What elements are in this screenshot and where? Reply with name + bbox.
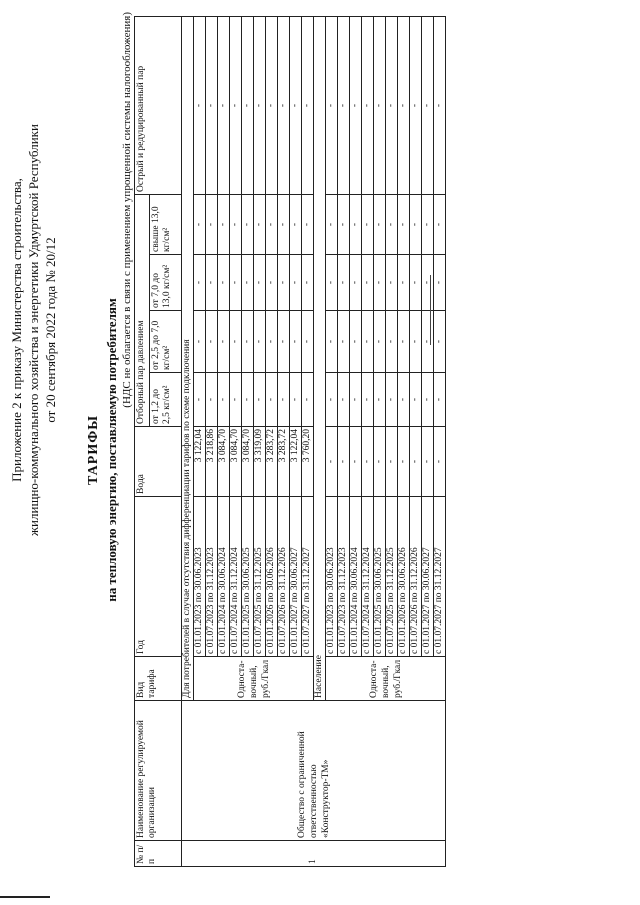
steam-value: - [386,373,398,427]
steam-value: - [362,255,374,311]
period-cell: с 01.07.2026 по 31.12.2026 [410,497,422,657]
appendix-header [8,10,59,650]
water-value: 3 084,70 [218,427,230,497]
steam-value: - [302,373,314,427]
tariff-type: Односта-вочный, руб./Гкал [326,657,446,701]
steam-value: - [422,311,434,373]
period-cell: с 01.01.2027 по 30.06.2027 [422,497,434,657]
steam-value: - [374,255,386,311]
header-num: № п/п [135,841,182,867]
tariff-type: Односта-вочный, руб./Гкал [194,657,314,701]
water-value: 3 319,09 [254,427,266,497]
steam-value: - [242,194,254,254]
period-cell: с 01.07.2027 по 31.12.2027 [302,497,314,657]
steam-value: - [338,194,350,254]
steam-value: - [326,373,338,427]
period-cell: с 01.07.2025 по 31.12.2025 [254,497,266,657]
steam-value: - [206,255,218,311]
period-cell: с 01.07.2024 по 31.12.2024 [362,497,374,657]
steam-value: - [386,194,398,254]
steam-value: - [266,373,278,427]
water-value: - [326,427,338,497]
steam-value: - [194,255,206,311]
period-cell: с 01.01.2023 по 30.06.2023 [194,497,206,657]
steam-value: - [386,311,398,373]
steam-value: - [194,194,206,254]
steam-value: - [374,194,386,254]
steam-value: - [410,255,422,311]
steam-value: - [326,194,338,254]
steam-value: - [422,373,434,427]
steam-value: - [362,373,374,427]
water-value: 3 218,86 [206,427,218,497]
water-value: 3 084,70 [242,427,254,497]
steam-value: - [326,311,338,373]
steam-value: - [230,311,242,373]
period-cell: с 01.07.2023 по 31.12.2023 [206,497,218,657]
steam-value: - [206,16,218,194]
steam-value: - [230,373,242,427]
steam-value: - [230,194,242,254]
steam-value: - [422,194,434,254]
steam-value: - [206,373,218,427]
section-label: Для потребителей в случае отсутствия дифференциации тарифов по схеме подключения [182,16,194,700]
steam-value: - [410,311,422,373]
header-org: Наименование регулируемой организации [135,701,182,841]
steam-value: - [242,16,254,194]
steam-value: - [434,373,446,427]
steam-value: - [434,16,446,194]
steam-value: - [338,255,350,311]
steam-value: - [290,255,302,311]
steam-value: - [254,373,266,427]
steam-value: - [290,373,302,427]
steam-value: - [338,311,350,373]
steam-value: - [398,373,410,427]
appendix-line-2: жилищно-коммунального хозяйства и энергетики Удмуртской Республики [26,124,41,536]
water-value: - [362,427,374,497]
steam-value: - [290,311,302,373]
steam-value: - [398,255,410,311]
header-tariff-type: Вид тарифа [135,657,182,701]
steam-value: - [398,16,410,194]
steam-value: - [266,255,278,311]
steam-value: - [230,16,242,194]
period-cell: с 01.01.2027 по 30.06.2027 [290,497,302,657]
table-body [182,16,446,866]
steam-value: - [350,255,362,311]
steam-value: - [266,194,278,254]
steam-value: - [254,255,266,311]
steam-value: - [398,311,410,373]
steam-value: - [254,194,266,254]
steam-value: - [302,194,314,254]
steam-value: - [194,373,206,427]
water-value: - [338,427,350,497]
section-row [182,16,194,866]
tariff-table [134,16,446,867]
steam-value: - [386,255,398,311]
steam-value: - [278,16,290,194]
steam-value: - [266,311,278,373]
water-value: - [350,427,362,497]
steam-value: - [302,311,314,373]
steam-value: - [206,311,218,373]
steam-value: - [206,194,218,254]
steam-value: - [434,194,446,254]
steam-value: - [374,373,386,427]
period-cell: с 01.01.2025 по 30.06.2025 [242,497,254,657]
steam-value: - [242,255,254,311]
steam-value: - [218,194,230,254]
appendix-line-3: от 20 сентября 2022 года № 20/12 [43,237,58,423]
steam-value: - [434,255,446,311]
steam-value: - [410,373,422,427]
period-cell: с 01.07.2024 по 31.12.2024 [230,497,242,657]
steam-value: - [218,16,230,194]
steam-value: - [338,16,350,194]
steam-value: - [302,255,314,311]
period-cell: с 01.07.2025 по 31.12.2025 [386,497,398,657]
steam-value: - [290,194,302,254]
steam-value: - [434,311,446,373]
steam-value: - [362,16,374,194]
steam-value: - [398,194,410,254]
steam-value: - [410,194,422,254]
water-value: - [398,427,410,497]
period-cell: с 01.01.2026 по 30.06.2026 [398,497,410,657]
header-steam-4: свыше 13,0 кг/см² [150,194,182,254]
steam-value: - [194,311,206,373]
water-value: - [422,427,434,497]
steam-value: - [242,311,254,373]
steam-value: - [326,255,338,311]
steam-value: - [374,16,386,194]
steam-value: - [302,16,314,194]
period-cell: с 01.01.2026 по 30.06.2026 [266,497,278,657]
water-value: 3 283,72 [278,427,290,497]
header-year: Год [135,497,182,657]
steam-value: - [362,311,374,373]
steam-value: - [278,255,290,311]
water-value: - [434,427,446,497]
steam-value: - [242,373,254,427]
steam-value: - [266,16,278,194]
period-cell: с 01.01.2025 по 30.06.2025 [374,497,386,657]
steam-value: - [194,16,206,194]
period-cell: с 01.07.2023 по 31.12.2023 [338,497,350,657]
steam-value: - [326,16,338,194]
steam-value: - [362,194,374,254]
steam-value: - [278,311,290,373]
header-steam-2: от 2,5 до 7,0 кг/см² [150,311,182,373]
period-cell: с 01.07.2027 по 31.12.2027 [434,497,446,657]
steam-value: - [254,311,266,373]
header-steam-1: от 1,2 до 2,5 кг/см² [150,373,182,427]
steam-value: - [218,255,230,311]
header-water: Вода [135,427,182,497]
vat-note: (НДС не облагается в связи с применением упрощенной системы налогообложения) [121,12,133,408]
scan-mark-line [430,275,431,345]
steam-value: - [350,373,362,427]
steam-value: - [410,16,422,194]
steam-value: - [374,311,386,373]
water-value: - [374,427,386,497]
header-sharp-steam: Острый и редуцированный пар [135,16,182,194]
water-value: 3 283,72 [266,427,278,497]
document-subtitle: на тепловую энергию, поставляемую потребителям [104,298,119,602]
period-cell: с 01.07.2026 по 31.12.2026 [278,497,290,657]
header-row-1 [135,16,150,866]
steam-value: - [386,16,398,194]
steam-value: - [422,255,434,311]
header-steam-3: от 7,0 до 13,0 кг/см² [150,255,182,311]
steam-value: - [254,16,266,194]
water-value: 3 760,20 [302,427,314,497]
section-label: Население [314,16,326,700]
steam-value: - [350,194,362,254]
steam-value: - [278,373,290,427]
steam-value: - [290,16,302,194]
appendix-line-1: Приложение 2 к приказу Министерства строительства, [9,178,24,482]
steam-value: - [422,16,434,194]
scan-edge-line [0,896,50,898]
row-number: 1 [182,841,446,867]
period-cell: с 01.01.2024 по 30.06.2024 [218,497,230,657]
water-value: 3 084,70 [230,427,242,497]
header-steam-group: Отборный пар давлением [135,194,150,426]
water-value: - [386,427,398,497]
period-cell: с 01.01.2023 по 30.06.2023 [326,497,338,657]
water-value: 3 122,04 [290,427,302,497]
steam-value: - [278,194,290,254]
steam-value: - [218,311,230,373]
org-name: Общество с ограниченной ответственностью «Конструктор-ТМ» [182,701,446,841]
steam-value: - [218,373,230,427]
period-cell: с 01.01.2024 по 30.06.2024 [350,497,362,657]
water-value: - [410,427,422,497]
document-title: ТАРИФЫ [86,415,101,485]
water-value: 3 122,04 [194,427,206,497]
steam-value: - [338,373,350,427]
steam-value: - [350,311,362,373]
steam-value: - [350,16,362,194]
steam-value: - [230,255,242,311]
